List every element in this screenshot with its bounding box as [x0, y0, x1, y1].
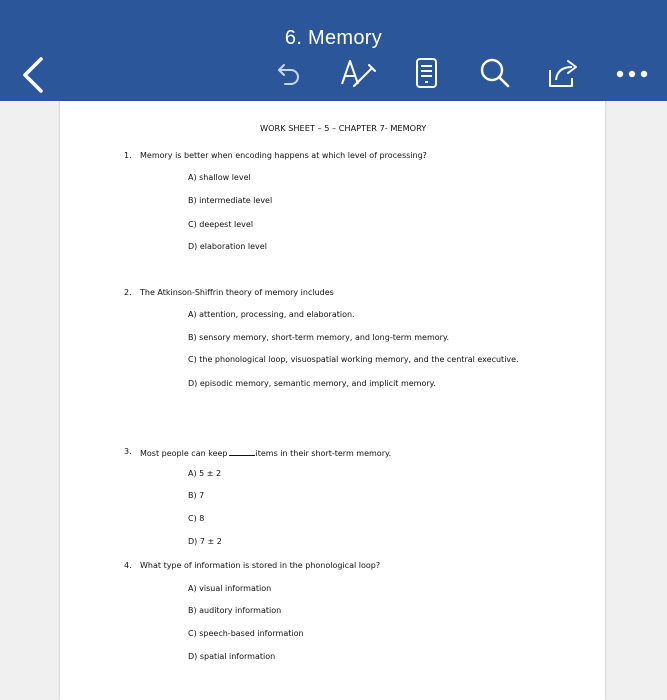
question-text	[140, 447, 391, 458]
option: A) 5 ± 2	[188, 469, 222, 478]
app-header	[0, 0, 667, 101]
worksheet-title: WORK SHEET – 5 – CHAPTER 7- MEMORY	[260, 123, 427, 133]
question-text: What type of information is stored in the phonological loop?	[140, 561, 381, 570]
question-number: 2.	[124, 288, 132, 297]
option: A) visual information	[188, 584, 272, 593]
answer-blank	[229, 447, 255, 456]
option: A) attention, processing, and elaboration.	[188, 310, 355, 319]
question-text-after: items in their short-term memory.	[255, 449, 392, 458]
search-icon	[478, 56, 512, 90]
option: B) auditory information	[188, 606, 282, 615]
question-number: 1.	[124, 151, 132, 160]
option: C) 8	[188, 514, 205, 523]
option: B) 7	[188, 491, 205, 500]
option: D) episodic memory, semantic memory, and implicit memory.	[188, 379, 436, 388]
format-button[interactable]	[338, 56, 372, 90]
option: D) spatial information	[188, 652, 276, 661]
document-page[interactable]	[60, 101, 605, 700]
more-button[interactable]	[612, 56, 654, 90]
question-text: The Atkinson-Shiffrin theory of memory includes	[140, 288, 334, 297]
document-title: 6. Memory	[284, 27, 383, 49]
option: B) sensory memory, short-term memory, and long-term memory.	[188, 333, 450, 342]
option: C) the phonological loop, visuospatial working memory, and the central executive.	[188, 355, 519, 364]
option: C) deepest level	[188, 220, 254, 229]
option: C) speech-based information	[188, 629, 304, 638]
undo-icon	[270, 56, 304, 90]
option: D) elaboration level	[188, 242, 267, 251]
reading-view-button[interactable]	[410, 56, 444, 90]
back-chevron-icon	[16, 55, 50, 95]
option: B) intermediate level	[188, 196, 273, 205]
reading-view-icon	[410, 56, 444, 90]
question-text: Memory is better when encoding happens at which level of processing?	[140, 151, 427, 160]
undo-button[interactable]	[270, 56, 304, 90]
option: D) 7 ± 2	[188, 537, 222, 546]
question-number: 3.	[124, 447, 132, 456]
text-format-icon	[338, 56, 378, 90]
share-button[interactable]	[546, 56, 580, 90]
more-icon	[612, 56, 654, 90]
option: A) shallow level	[188, 173, 251, 182]
back-button[interactable]	[16, 55, 50, 95]
search-button[interactable]	[478, 56, 512, 90]
question-number: 4.	[124, 561, 132, 570]
share-icon	[546, 56, 582, 90]
question-text-before: Most people can keep	[140, 449, 228, 458]
